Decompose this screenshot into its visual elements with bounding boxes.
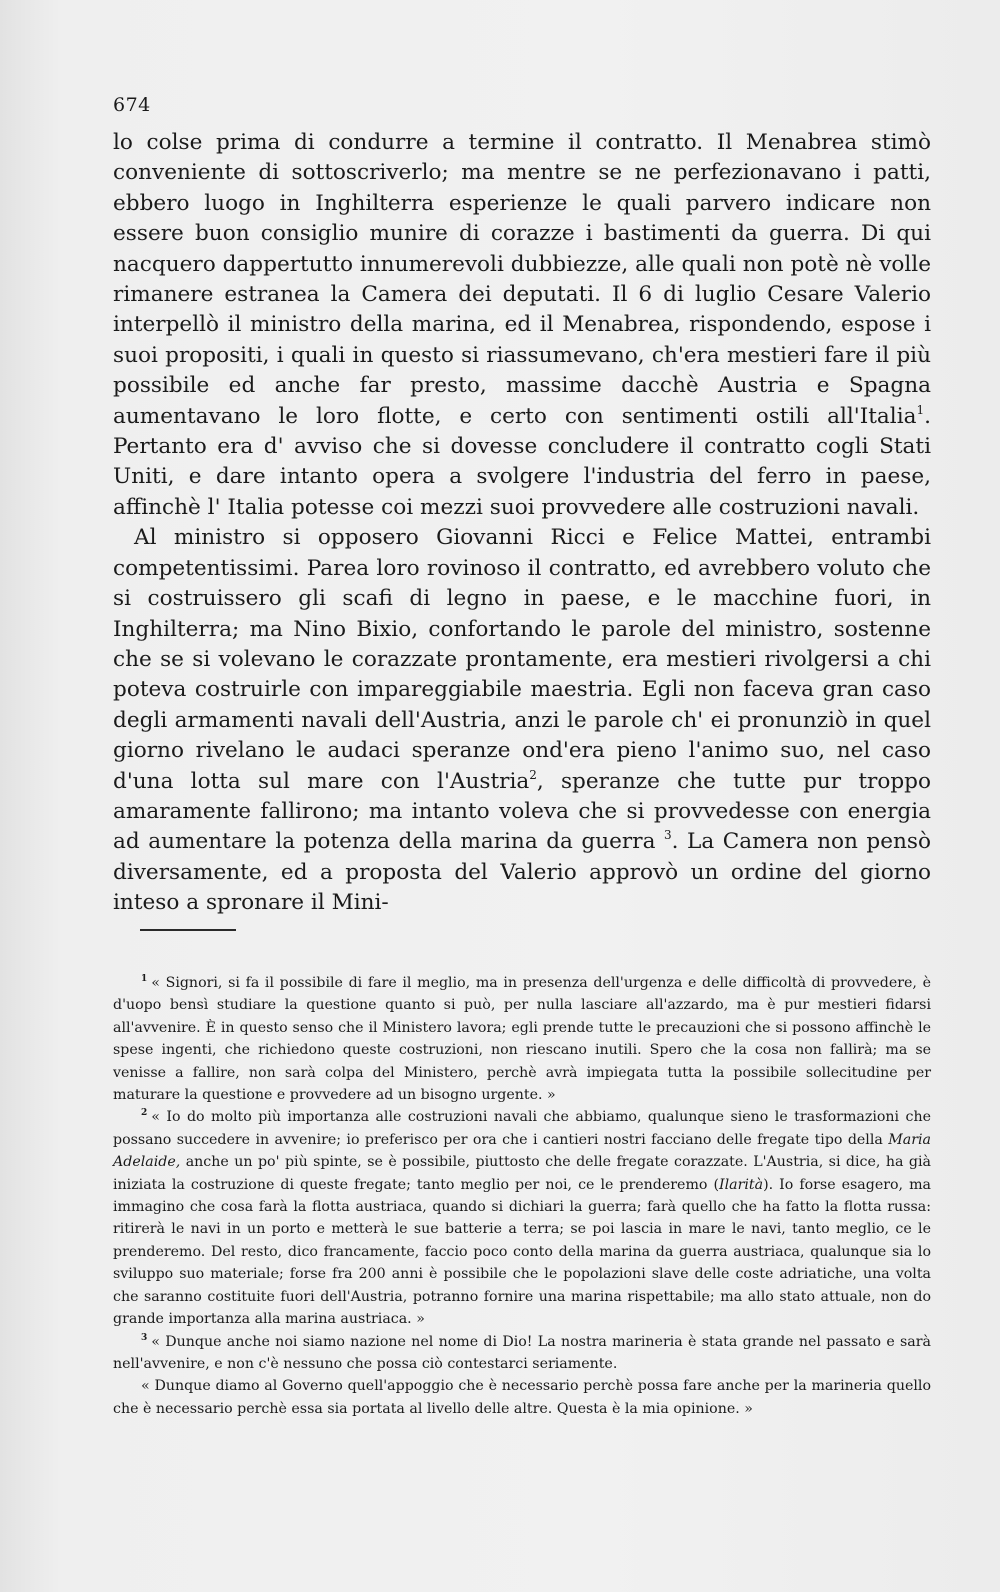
footnote-3-text-b: « Dunque diamo al Governo quell'appoggio che è necessario perchè possa fare anche per la marineria quello che è necessario perchè essa sia portata al livello delle altre. Questa è la mia opinione. »: [113, 1378, 931, 1417]
footnote-3-marker: 3: [141, 1332, 148, 1343]
paragraph-2-text-a: Al ministro si opposero Giovanni Ricci e Felice Mattei, entrambi competentissimi. Parea loro rovinoso il contratto, ed avrebbero voluto che si costruissero gli scafi di legno in paese, e le macchine fuori, in Inghilterra; ma Nino Bixio, confortando le parole del ministro, sostenne che se si volevano le corazzate prontamente, era mestieri rivolgersi a chi poteva costruirle con impareggiabile maestria. Egli non faceva gran caso degli armamenti navali dell'Austria, anzi le parole ch' ei pronunziò in quel giorno rivelano le audaci speranze ond'era pieno l'animo suo, nel caso d'una lotta sul mare con l'Austria: [113, 525, 931, 794]
footnote-2-text-a: « Io do molto più importanza alle costruzioni navali che abbiamo, qualunque sieno le trasformazioni che possano succedere in avvenire; io preferisco per ora che i cantieri nostri facciano delle fregate tipo della: [113, 1109, 931, 1148]
main-text: [113, 128, 931, 919]
footnote-3: [113, 1331, 931, 1376]
note-ref-1: 1: [916, 402, 925, 417]
paragraph-2-text-b: , speranze che tutte pur troppo amaramente fallirono; ma intanto voleva che si provvedesse con energia ad aumentare la potenza della marina da guerra: [113, 768, 931, 855]
note-ref-3: 3: [663, 828, 672, 843]
footnote-2-text-b: anche un po' più spinte, se è possibile, piuttosto che delle fregate corazzate. L'Austria, si dice, ha già iniziata la costruzione di queste fregate; tanto meglio per noi, ce le prenderemo (: [113, 1154, 931, 1193]
paragraph-1-text-a: lo colse prima di condurre a termine il contratto. Il Menabrea stimò conveniente di sottoscriverlo; ma mentre se ne perfezionavano i patti, ebbero luogo in Inghilterra esperienze le quali parvero indicare non essere buon consiglio munire di corazze i bastimenti da guerra. Di qui nacquero dappertutto innumerevoli dubbiezze, alle quali non potè nè volle rimanere estranea la Camera dei deputati. Il 6 di luglio Cesare Valerio interpellò il ministro della marina, ed il Menabrea, rispondendo, espose i suoi propositi, i quali in questo si riassumevano, ch'era mestieri fare il più possibile ed anche far presto, massime dacchè Austria e Spagna aumentavano le loro flotte, e certo con sentimenti ostili all'Italia: [113, 130, 931, 429]
paragraph-1-text-b: . Pertanto era d' avviso che si dovesse concludere il contratto cogli Stati Uniti, e dare intanto opera a svolgere l'industria del ferro in paese, affinchè l' Italia potesse coi mezzi suoi provvedere alle costruzioni navali.: [113, 403, 931, 520]
paragraph-2-text-c: . La Camera non pensò diversamente, ed a proposta del Valerio approvò un ordine del giorno inteso a spronare il Mini-: [113, 829, 931, 916]
footnote-1: [113, 972, 931, 1106]
footnote-separator: [140, 929, 236, 931]
footnote-3-continued: [113, 1375, 931, 1420]
footnote-1-marker: 1: [141, 974, 148, 984]
footnote-3-text-a: « Dunque anche noi siamo nazione nel nome di Dio! La nostra marineria è stata grande nel passato e sarà nell'avvenire, e non c'è nessuno che possa ciò contestarci seriamente.: [113, 1333, 931, 1372]
footnote-2-laughter: Ilarità: [719, 1176, 764, 1193]
footnote-2-ship-name: Maria Adelaide,: [113, 1131, 931, 1171]
footnote-2: [113, 1106, 931, 1330]
footnote-1-text: « Signori, si fa il possibile di fare il meglio, ma in presenza dell'urgenza e delle difficoltà di provvedere, è d'uopo bensì studiare la questione quanto si può, per nulla lasciare all'azzardo, ma è pur mestieri fidarsi all'avvenire. È in questo senso che il Ministero lavora; egli prende tutte le precauzioni che si possono affinchè le spese ingenti, che richiedono queste costruzioni, non riescano inutili. Spero che la cosa non fallirà; ma se venisse a fallire, non sarà colpa del Ministero, perchè avrà impiegata tutta la possibile sollecitudine per maturare la questione e provvedere ad un bisogno urgente. »: [113, 975, 931, 1104]
paragraph-1: [113, 128, 931, 523]
footnote-2-text-c: ). Io forse esagero, ma immagino che cosa farà la flotta austriaca, quando si dichiari la guerra; farà quello che ha fatto la flotta russa: ritirerà le navi in un porto e metterà le sue batterie a terra; se poi lascia in mare le navi, tanto meglio, ce le prenderemo. Del resto, dico francamente, faccio poco conto della marina da guerra austriaca, qualunque sia lo sviluppo suo materiale; forse fra 200 anni è possibile che le popolazioni slave delle coste adriatiche, una volta che saranno costituite fuori dell'Austria, potranno fornire una marina rispettabile; ma allo stato attuale, non do grande importanza alla marina austriaca. »: [113, 1176, 932, 1328]
paragraph-2: [113, 523, 931, 918]
page-number: 674: [113, 94, 151, 116]
footnotes: [113, 972, 931, 1420]
note-ref-2: 2: [529, 767, 537, 782]
footnote-2-marker: 2: [141, 1108, 148, 1119]
